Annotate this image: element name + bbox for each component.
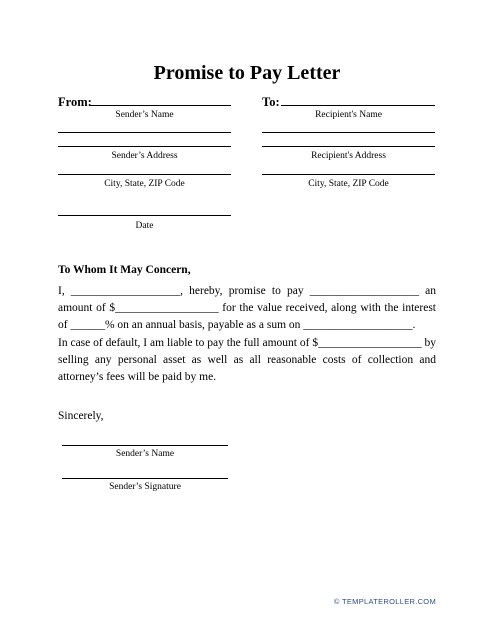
date-line[interactable] <box>58 215 231 216</box>
recipient-address-line-1[interactable] <box>262 132 435 133</box>
greeting: To Whom It May Concern, <box>58 264 191 276</box>
to-label: To: <box>262 95 280 109</box>
from-label: From: <box>58 95 92 109</box>
document-title: Promise to Pay Letter <box>153 62 341 84</box>
recipient-name-caption: Recipient's Name <box>315 110 382 120</box>
signature-name-line[interactable] <box>62 445 228 446</box>
recipient-city-line[interactable] <box>262 174 435 175</box>
promise-paragraph: I, ___________________, hereby, promise to pay ___________________ an amount of $__________________ for the value received, along with the interest of ______% on an annual basis, payable as a sum on ___________________. <box>58 285 436 331</box>
sender-name-line[interactable] <box>90 105 231 106</box>
default-paragraph: In case of default, I am liable to pay the full amount of $__________________ by selling any personal asset as well as all reasonable costs of collection and attorney’s fees will be paid by me. <box>58 337 436 383</box>
sender-address-caption: Sender’s Address <box>111 151 178 161</box>
sender-name-caption: Sender’s Name <box>115 110 174 120</box>
signature-caption: Sender’s Signature <box>109 482 181 492</box>
sender-city-caption: City, State, ZIP Code <box>104 179 185 189</box>
recipient-city-caption: City, State, ZIP Code <box>308 179 389 189</box>
recipient-address-caption: Recipient's Address <box>311 151 386 161</box>
sender-address-line-1[interactable] <box>58 132 231 133</box>
closing: Sincerely, <box>58 410 104 422</box>
recipient-address-line-2[interactable] <box>262 146 435 147</box>
signature-name-caption: Sender’s Name <box>115 449 175 459</box>
footer-copyright[interactable]: © TEMPLATEROLLER.COM <box>333 597 436 606</box>
signature-line[interactable] <box>62 478 228 479</box>
sender-address-line-2[interactable] <box>58 146 231 147</box>
date-caption: Date <box>135 221 154 231</box>
sender-city-line[interactable] <box>58 174 231 175</box>
recipient-name-line[interactable] <box>281 105 435 106</box>
